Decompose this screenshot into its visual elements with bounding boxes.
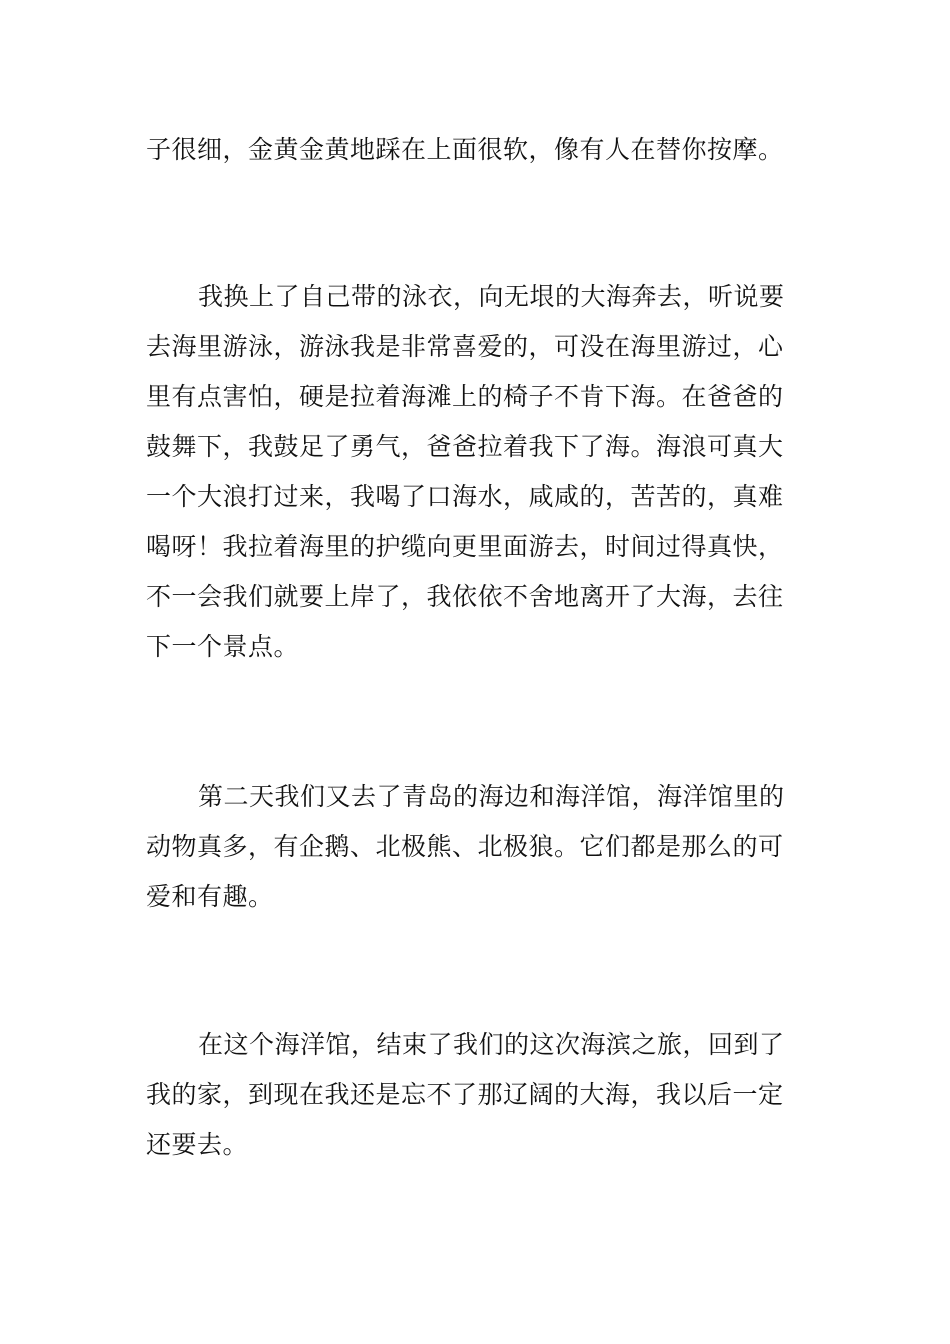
paragraph-2 (146, 272, 810, 672)
paragraph-line: 去海里游泳，游泳我是非常喜爱的，可没在海里游过，心 (146, 332, 784, 361)
paragraph-line: 我的家，到现在我还是忘不了那辽阔的大海，我以后一定 (146, 1080, 784, 1109)
paragraph-line: 还要去。 (146, 1130, 249, 1159)
paragraph-line: 爱和有趣。 (146, 882, 274, 911)
paragraph-line: 动物真多，有企鹅、北极熊、北极狼。它们都是那么的可 (146, 832, 784, 861)
paragraph-line: 喝呀！我拉着海里的护缆向更里面游去，时间过得真快， (146, 532, 784, 561)
paragraph-line: 在这个海洋馆，结束了我们的这次海滨之旅，回到了 (198, 1030, 785, 1059)
paragraph-line: 下一个景点。 (146, 632, 300, 661)
paragraph-line: 鼓舞下，我鼓足了勇气，爸爸拉着我下了海。海浪可真大 (146, 432, 784, 461)
paragraph-line: 里有点害怕，硬是拉着海滩上的椅子不肯下海。在爸爸的 (146, 382, 784, 411)
paragraph-line: 子很细，金黄金黄地踩在上面很软，像有人在替你按摩。 (146, 135, 784, 164)
paragraph-line: 第二天我们又去了青岛的海边和海洋馆，海洋馆里的 (198, 782, 785, 811)
paragraph-4 (146, 1020, 810, 1170)
paragraph-1 (146, 125, 810, 175)
paragraph-line: 我换上了自己带的泳衣，向无垠的大海奔去，听说要 (198, 282, 785, 311)
paragraph-3 (146, 772, 810, 922)
paragraph-line: 一个大浪打过来，我喝了口海水，咸咸的，苦苦的，真难 (146, 482, 784, 511)
paragraph-line: 不一会我们就要上岸了，我依依不舍地离开了大海，去往 (146, 582, 784, 611)
